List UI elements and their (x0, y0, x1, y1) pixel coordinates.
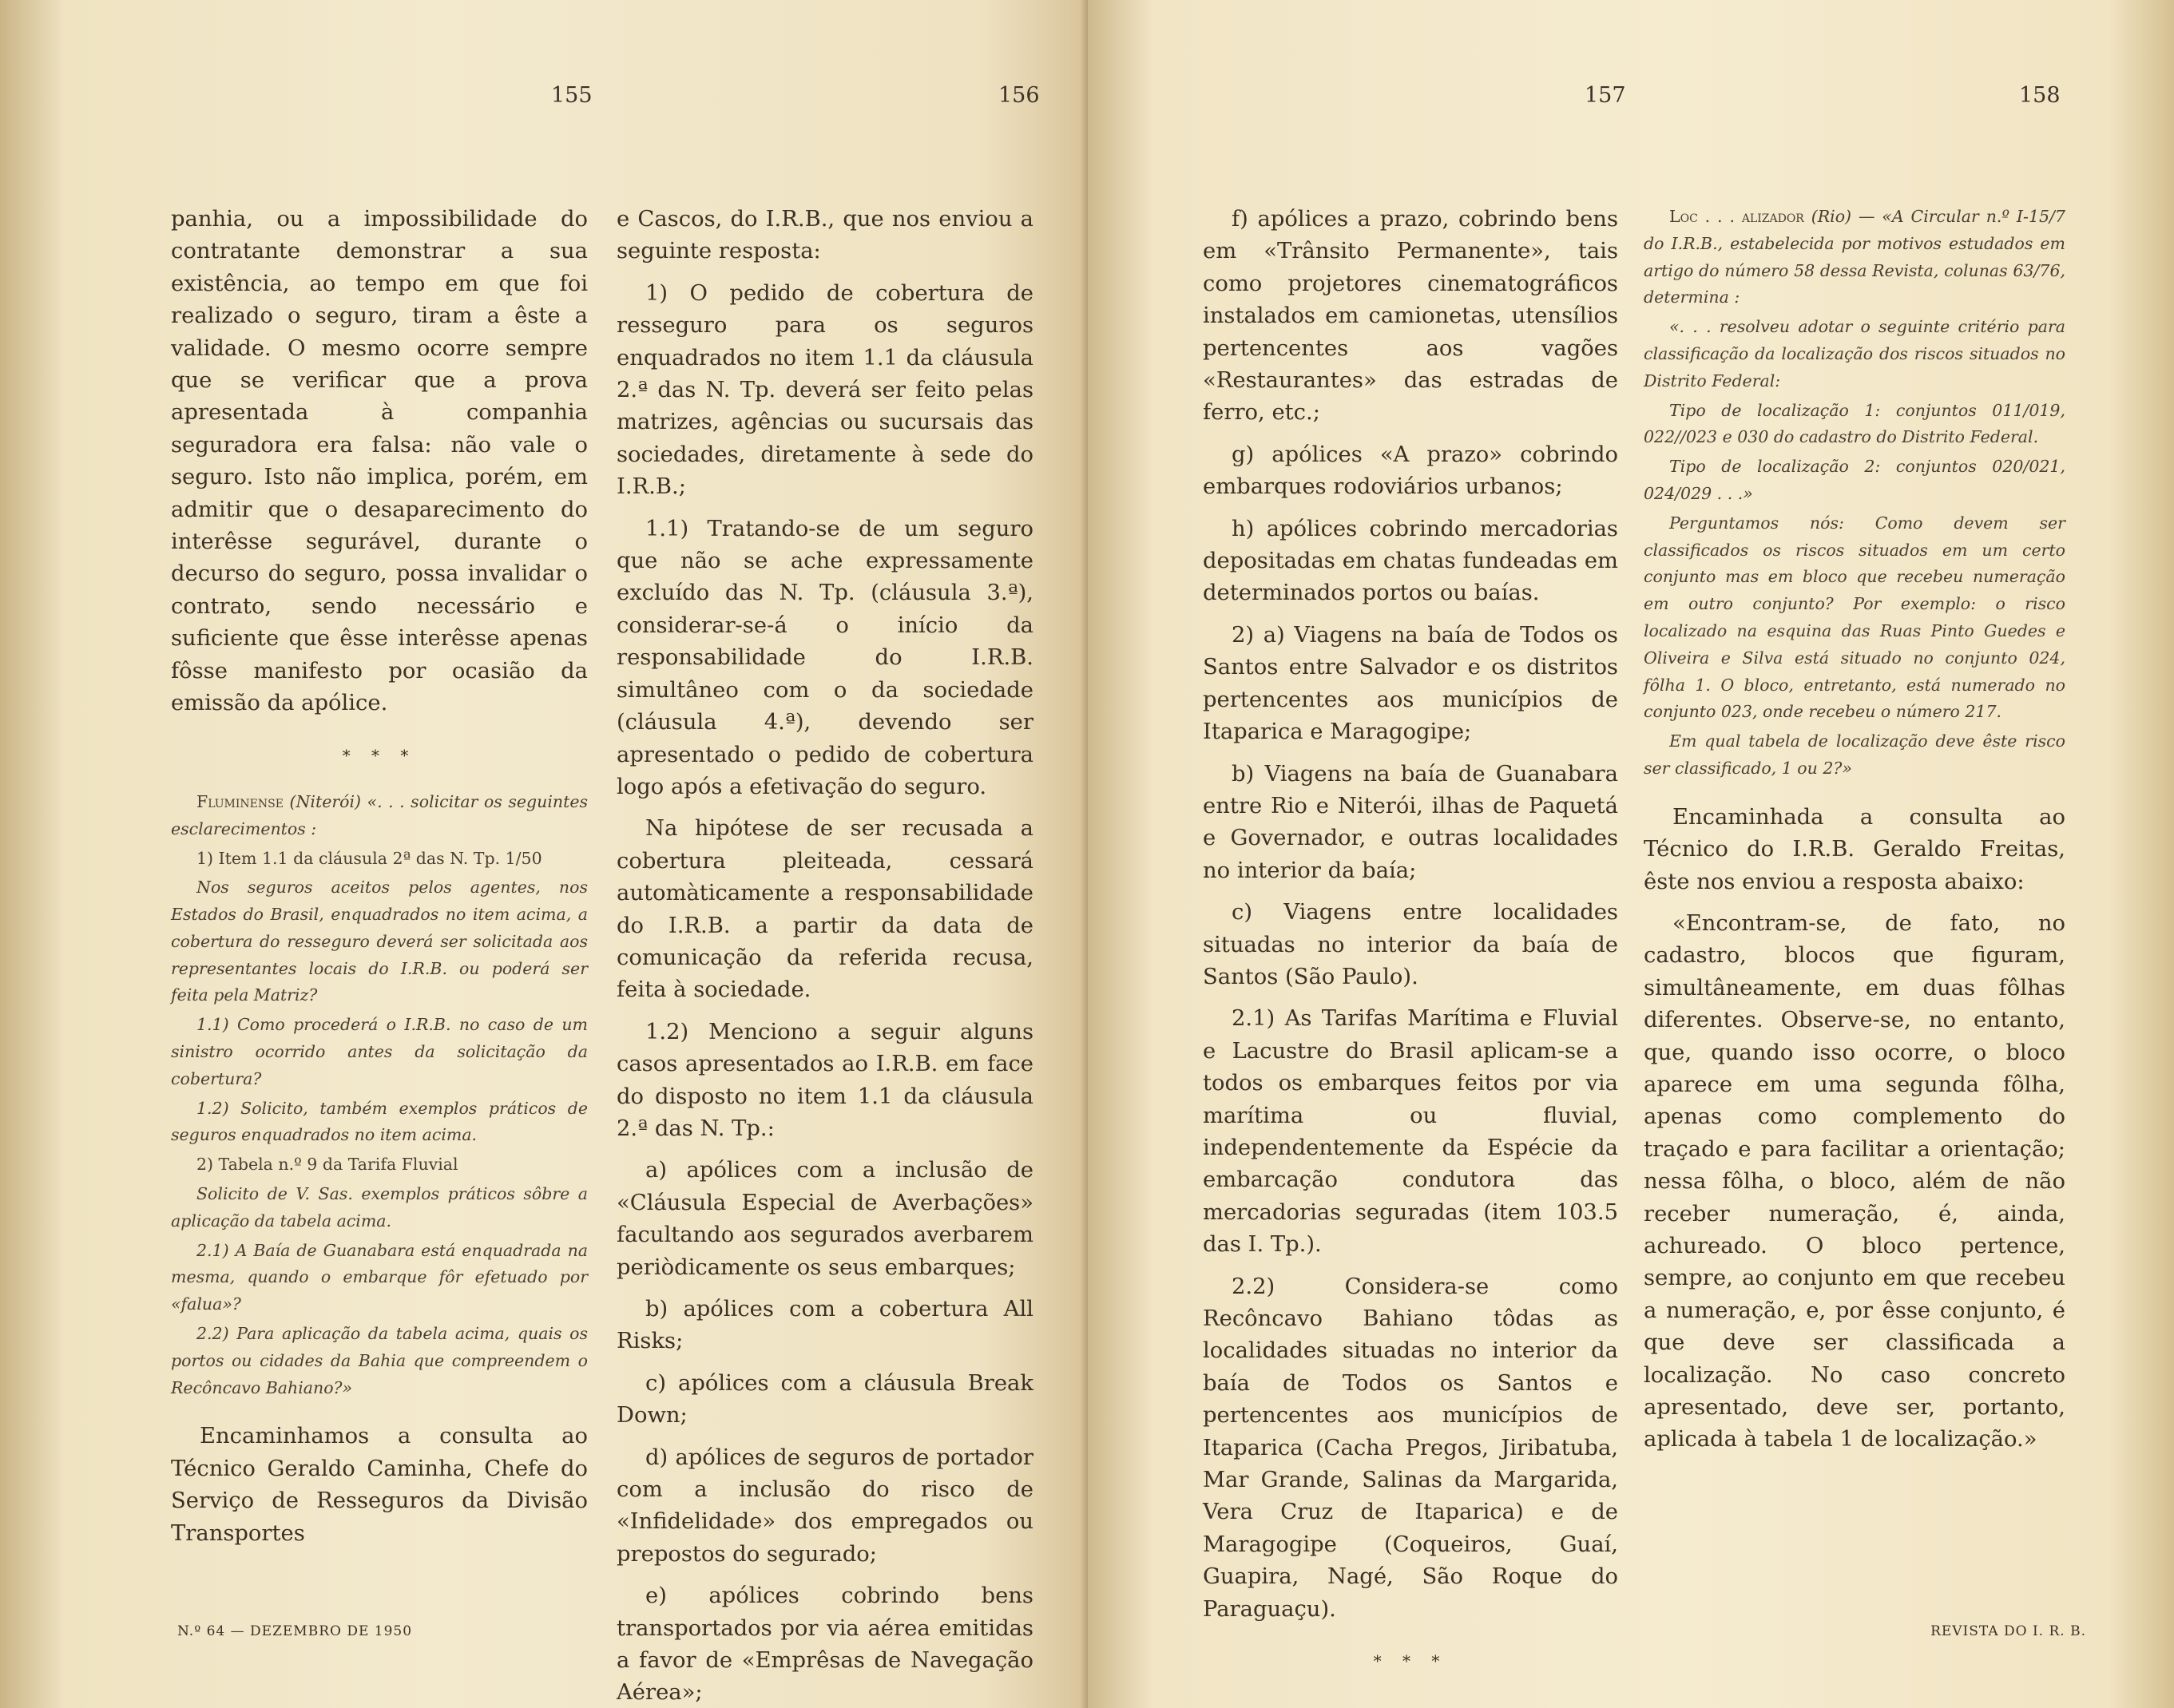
column-page-157 (1203, 204, 1618, 1694)
body-paragraph: 2) a) Viagens na baía de Todos os Santos entre Salvador e os distritos pertencentes aos municípios de Itaparica e Maragogipe; (1203, 622, 1618, 745)
page-number-157: 157 (1585, 83, 1626, 108)
body-paragraph: c) Viagens entre localidades situadas no interior da baía de Santos (São Paulo). (1203, 900, 1618, 989)
query-sender: Fluminense (196, 791, 284, 811)
page-number-156: 156 (998, 83, 1040, 108)
query-sender: Loc . . . alizador (1669, 207, 1804, 226)
body-paragraph: b) Viagens na baía de Guanabara entre Rio e Niterói, ilhas de Paquetá e Governador, e outras localidades no interior da baía; (1203, 761, 1618, 883)
query-item: 1.1) Como procederá o I.R.B. no caso de um sinistro ocorrido antes da solicitação da cobertura? (171, 1015, 588, 1088)
column-page-155 (171, 204, 588, 1550)
query-item: 1.2) Solicito, também exemplos práticos de seguros enquadrados no item acima. (171, 1098, 588, 1145)
query-item: 2) Tabela n.º 9 da Tarifa Fluvial (196, 1155, 458, 1175)
body-paragraph: h) apólices cobrindo mercadorias depositadas em chatas fundeadas em determinados portos ou baías. (1203, 516, 1618, 606)
query-place: (Rio) (1811, 207, 1852, 226)
column-page-156 (617, 204, 1033, 1708)
query-item: 1) Item 1.1 da cláusula 2ª das N. Tp. 1/50 (196, 848, 542, 868)
body-paragraph: e Cascos, do I.R.B., que nos enviou a seguinte resposta: (617, 207, 1033, 264)
body-paragraph: d) apólices de seguros de portador com a inclusão do risco de «Infidelidade» dos empregados ou prepostos do segurado; (617, 1444, 1033, 1567)
body-paragraph: f) apólices a prazo, cobrindo bens em «Trânsito Permanente», tais como projetores cinematográficos instalados em camionetas, utensílios pertencentes aos vagões «Restaurantes» das estradas de ferro, etc.; (1203, 207, 1618, 426)
query-item: Solicito de V. Sas. exemplos práticos sôbre a aplicação da tabela acima. (171, 1184, 588, 1230)
query-item: Nos seguros aceitos pelos agentes, nos Estados do Brasil, enquadrados no item acima, a cobertura do resseguro deverá ser solicitada aos representantes locais do I.R.B. ou poderá ser feita pela Matriz? (171, 878, 588, 1005)
section-separator: * * * (1373, 1651, 1448, 1671)
body-paragraph: Encaminhamos a consulta ao Técnico Geraldo Caminha, Chefe do Serviço de Resseguros da Divisão Transportes (171, 1424, 588, 1546)
body-paragraph: panhia, ou a impossibilidade do contratante demonstrar a sua existência, ao tempo em que foi realizado o seguro, tiram a êste a validade. O mesmo ocorre sempre que se verificar que a prova apresentada à companhia seguradora era falsa: não vale o seguro. Isto não implica, porém, em admitir que o desaparecimento do interêsse segurável, durante o decurso do seguro, possa invalidar o contrato, sendo necessário e suficiente que êsse interêsse apenas fôsse manifesto por ocasião da emissão da apólice. (171, 207, 588, 716)
body-paragraph: g) apólices «A prazo» cobrindo embarques rodoviários urbanos; (1203, 442, 1618, 500)
page-number-158: 158 (2019, 83, 2061, 108)
query-item: «. . . resolveu adotar o seguinte critério para classificação da localização dos riscos situados no Distrito Federal: (1644, 317, 2065, 390)
query-item: 2.1) A Baía de Guanabara está enquadrada na mesma, quando o embarque fôr efetuado por «falua»? (171, 1240, 588, 1314)
body-paragraph: 1.2) Menciono a seguir alguns casos apresentados ao I.R.B. em face do disposto no item 1.1 da cláusula 2.ª das N. Tp.: (617, 1019, 1033, 1141)
section-separator: * * * (342, 745, 417, 765)
body-paragraph: 1.1) Tratando-se de um seguro que não se ache expressamente excluído das N. Tp. (cláusula 3.ª), considerar-se-á o início da responsabilidade do I.R.B. simultâneo com o da sociedade (cláusula 4.ª), devendo ser apresentado o pedido de cobertura logo após a efetivação do seguro. (617, 516, 1033, 799)
body-paragraph: 1) O pedido de cobertura de resseguro para os seguros enquadrados no item 1.1 da cláusula 2.ª das N. Tp. deverá ser feito pelas matrizes, agências ou sucursais das sociedades, diretamente à sede do I.R.B.; (617, 280, 1033, 500)
body-paragraph: Na hipótese de ser recusada a cobertura pleiteada, cessará automàticamente a responsabilidade do I.R.B. a partir da data de comunicação da referida recusa, feita à sociedade. (617, 816, 1033, 1003)
body-paragraph: b) apólices com a cobertura All Risks; (617, 1297, 1033, 1354)
footer-journal-title: REVISTA DO I. R. B. (1930, 1623, 2086, 1639)
query-place: (Niterói) (289, 791, 362, 811)
query-intro: «. . . solicitar os seguintes esclarecimentos : (171, 791, 588, 838)
body-paragraph: 2.1) As Tarifas Marítima e Fluvial e Lacustre do Brasil aplicam-se a todos os embarques feitos por via marítima ou fluvial, independentemente da Espécie da embarcação condutora das mercadorias seguradas (item 103.5 das I. Tp.). (1203, 1006, 1618, 1258)
query-item: Em qual tabela de localização deve êste risco ser classificado, 1 ou 2?» (1644, 731, 2065, 778)
query-item: Tipo de localização 1: conjuntos 011/019, 022//023 e 030 do cadastro do Distrito Federal. (1644, 400, 2065, 447)
query-item: — «A Circular n.º I-15/7 do I.R.B., estabelecida por motivos estudados em artigo do número 58 dessa Revista, colunas 63/76, determina : (1644, 207, 2065, 307)
body-paragraph: c) apólices com a cláusula Break Down; (617, 1370, 1033, 1429)
reader-query-fluminense (171, 789, 588, 1402)
body-paragraph: 2.2) Considera-se como Recôncavo Bahiano tôdas as localidades situadas no interior da baía de Todos os Santos e pertencentes aos municípios de Itaparica (Cacha Pregos, Jiribatuba, Mar Grande, Salinas da Margarida, Vera Cruz de Itaparica) e de Maragogipe (Coqueiros, Guaí, Guapira, Nagé, São Roque do Paraguaçu). (1203, 1274, 1618, 1622)
query-item: Tipo de localização 2: conjuntos 020/021, 024/029 . . .» (1644, 457, 2065, 503)
page-number-155: 155 (551, 83, 593, 108)
right-leaf (1088, 0, 2174, 1708)
column-page-158 (1644, 204, 2065, 1456)
reader-query-localizador (1644, 204, 2065, 783)
query-item: Perguntamos nós: Como devem ser classificados os riscos situados em um certo conjunto mas em bloco que recebeu numeração em outro conjunto? Por exemplo: o risco localizado na esquina das Ruas Pinto Guedes e Oliveira e Silva está situado no conjunto 024, fôlha 1. O bloco, entretanto, está numerado no conjunto 023, onde recebeu o número 217. (1644, 513, 2065, 722)
query-item: 2.2) Para aplicação da tabela acima, quais os portos ou cidades da Bahia que compreendem o Recôncavo Bahiano?» (171, 1324, 588, 1397)
body-paragraph: e) apólices cobrindo bens transportados por via aérea emitidas a favor de «Emprêsas de Navegação Aérea»; (617, 1583, 1033, 1706)
body-paragraph: Encaminhada a consulta ao Técnico do I.R.B. Geraldo Freitas, êste nos enviou a resposta abaixo: (1644, 804, 2065, 894)
body-paragraph: «Encontram-se, de fato, no cadastro, blocos que figuram, simultâneamente, em duas fôlhas diferentes. Observe-se, no entanto, que, quando isso ocorre, o bloco aparece em uma segunda fôlha, apenas como complemento do traçado e para facilitar a orientação; nessa fôlha, o bloco, além de não receber numeração, é, ainda, achureado. O bloco pertence, sempre, ao conjunto em que recebeu a numeração, e, por êsse conjunto, é que deve ser classificada a localização. No caso concreto apresentado, deve ser, portanto, aplicada à tabela 1 de localização.» (1644, 910, 2065, 1452)
body-paragraph: a) apólices com a inclusão de «Cláusula Especial de Averbações» facultando aos segurados averbarem periòdicamente os seus embarques; (617, 1158, 1033, 1280)
footer-issue-date: N.º 64 — DEZEMBRO DE 1950 (177, 1623, 413, 1639)
